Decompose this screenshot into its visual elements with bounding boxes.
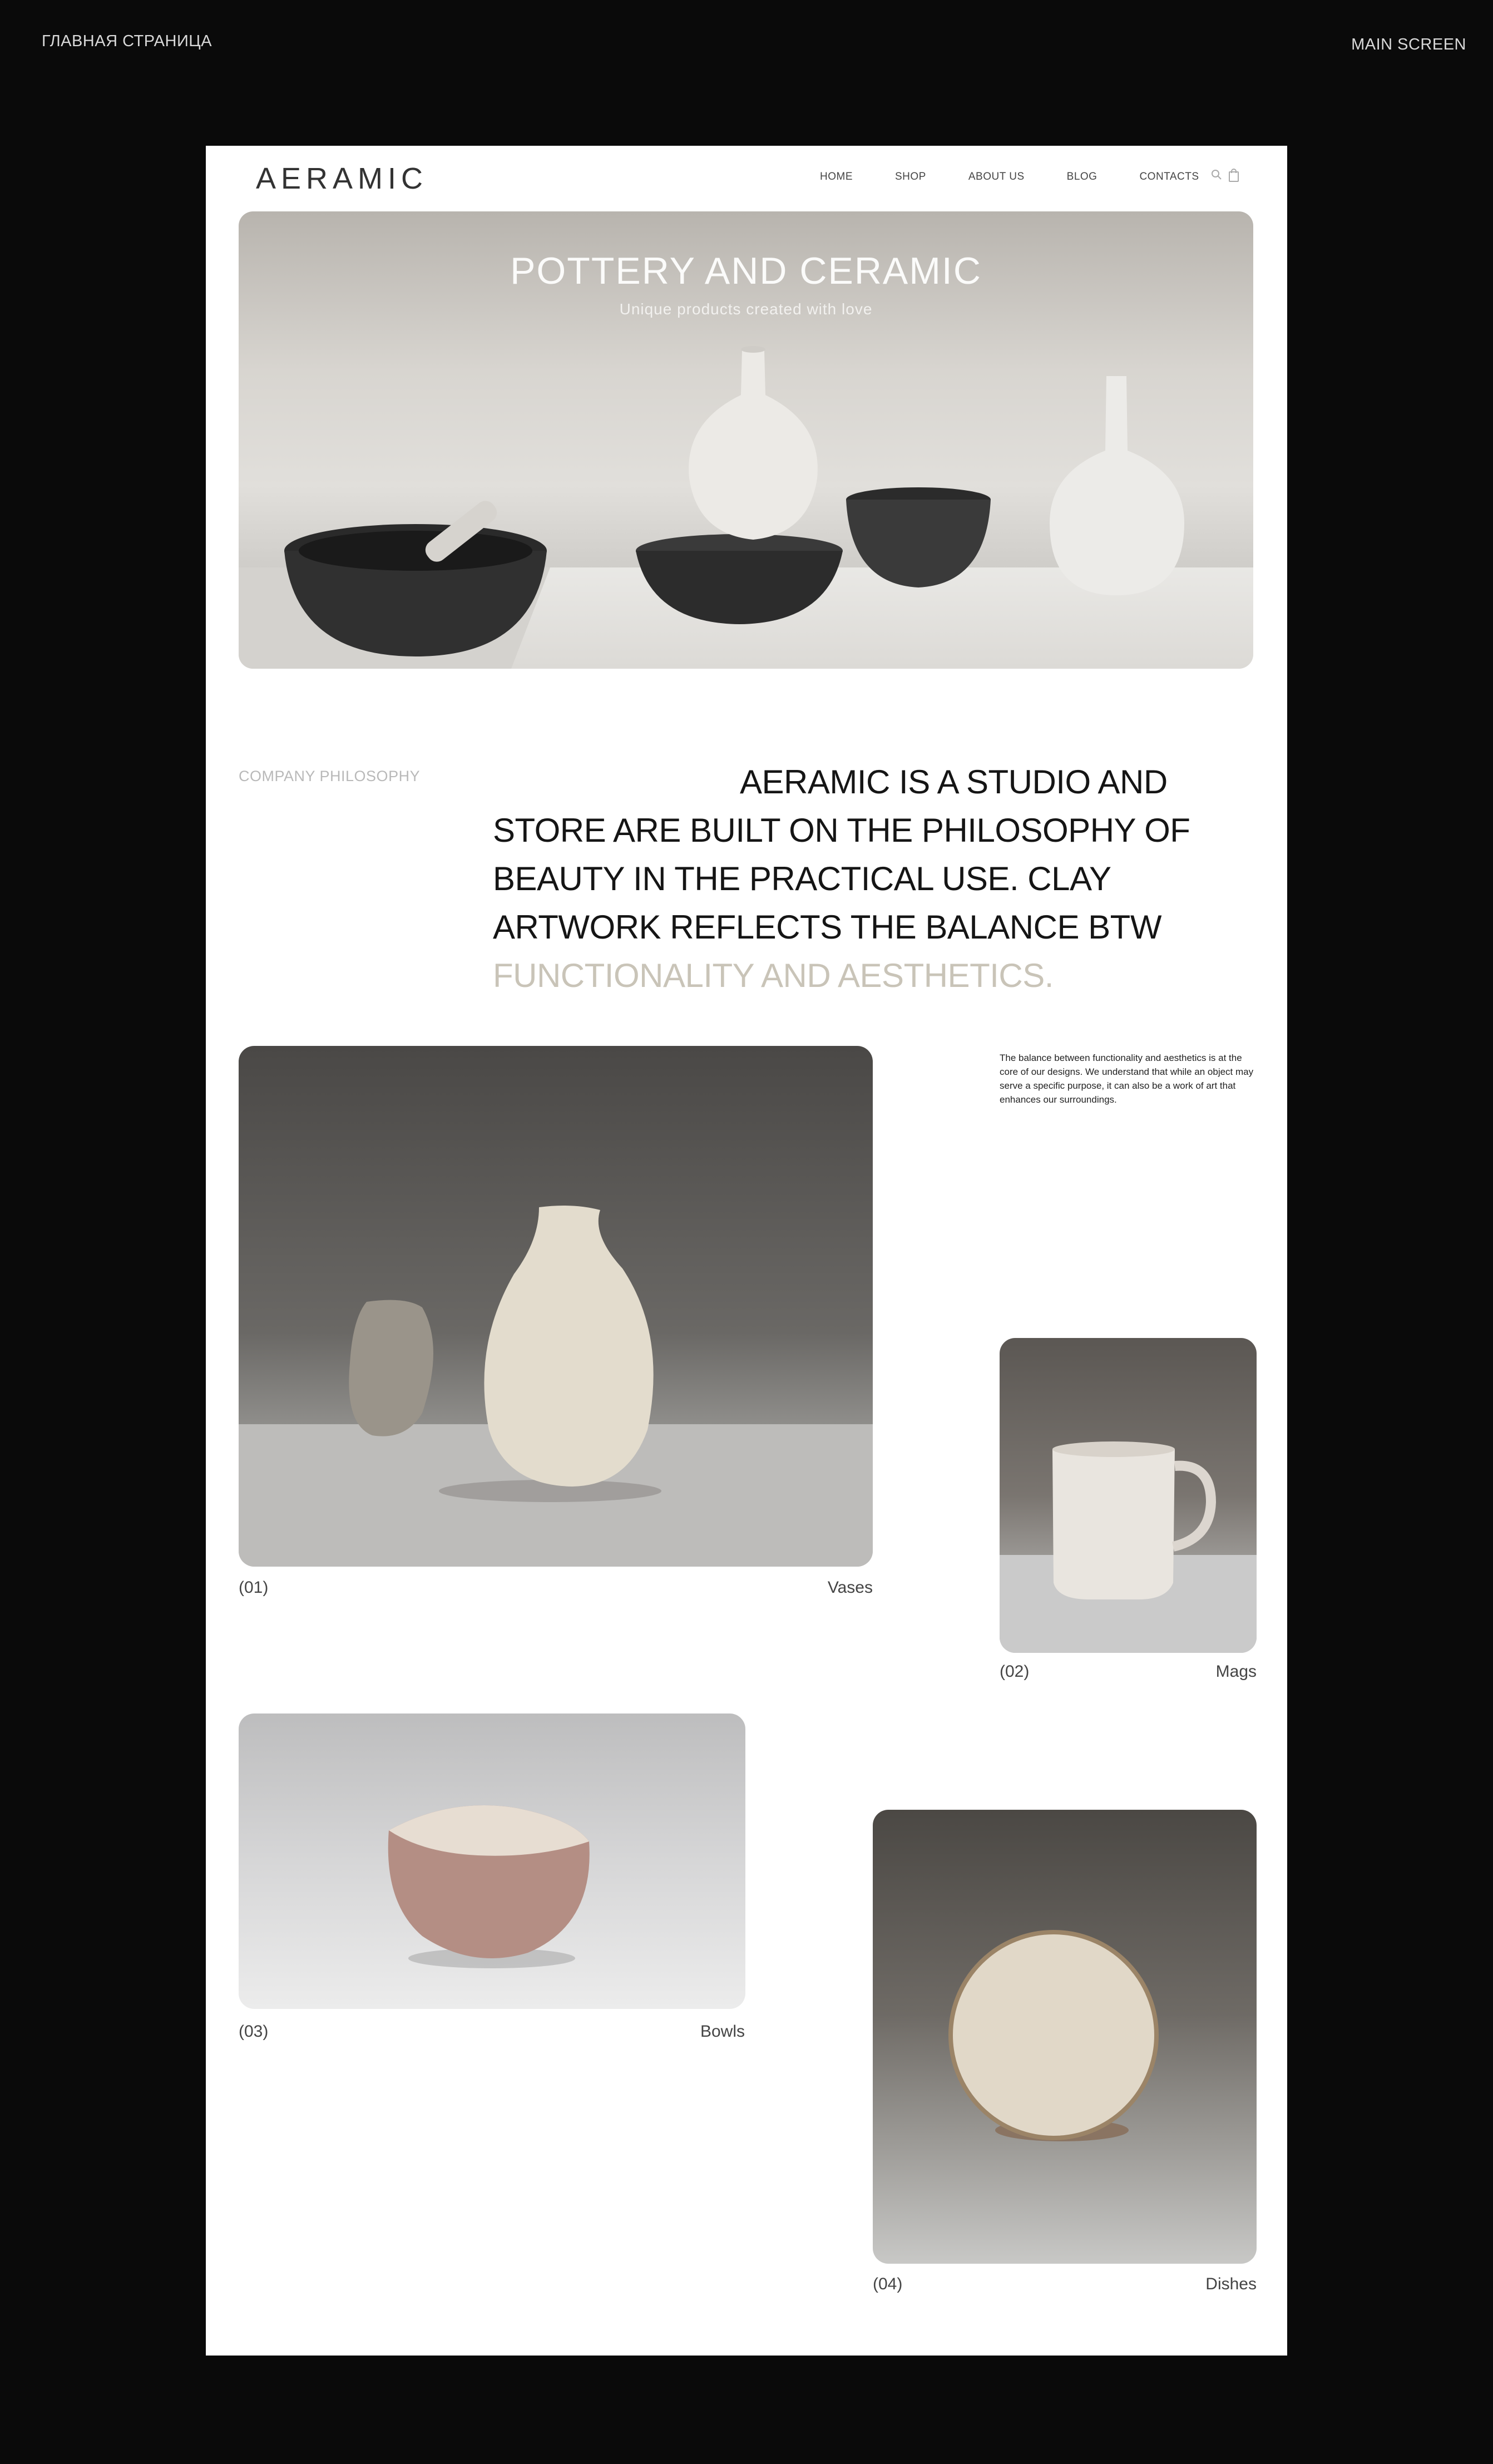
mug-illustration [1000,1338,1257,1653]
philosophy-label: COMPANY PHILOSOPHY [239,768,421,784]
nav-contacts[interactable]: CONTACTS [1139,171,1199,182]
bowl-illustration [239,1714,745,2009]
website-page [206,146,1287,2356]
category-image-dishes[interactable] [873,1810,1257,2264]
frame-label-right: MAIN SCREEN [1351,36,1466,53]
category-number-4: (04) [873,2275,903,2293]
category-number-2: (02) [1000,1662,1030,1681]
nav-home[interactable]: HOME [820,171,853,182]
philosophy-side-text: The balance between functionality and aesthetics is at the core of our designs. We understand that while an object may serve a specific purpose, it can also be a work of art that enhances our surroundings. [1000,1053,1254,1105]
hero-title: POTTERY AND CERAMIC [510,250,982,292]
logo[interactable]: AERAMIC [256,162,428,195]
nav-shop[interactable]: SHOP [895,171,926,182]
category-name-vases[interactable]: Vases [827,1578,873,1597]
search-icon[interactable] [1211,169,1222,184]
bag-icon[interactable] [1229,171,1239,182]
dish-illustration [873,1810,1257,2264]
frame-label-left: ГЛАВНАЯ СТРАНИЦА [42,32,212,50]
category-image-mags[interactable] [1000,1338,1257,1653]
hero-subtitle: Unique products created with love [619,300,873,318]
nav-about-us[interactable]: ABOUT US [968,171,1025,182]
category-image-bowls[interactable] [239,1714,745,2009]
main-nav [820,171,1242,183]
header-icons [1211,169,1239,184]
category-name-mags[interactable]: Mags [1215,1662,1257,1681]
category-name-bowls[interactable]: Bowls [700,2022,745,2041]
category-number-1: (01) [239,1578,269,1597]
nav-blog[interactable]: BLOG [1066,171,1097,182]
philosophy-accent-text: FUNCTIONALITY AND AESTHETICS. [493,957,1054,994]
hero-banner [239,211,1253,669]
category-number-3: (03) [239,2022,269,2041]
philosophy-text: AERAMIC IS A STUDIO AND STORE ARE BUILT ON THE PHILOSOPHY OF BEAUTY IN THE PRACTICAL USE. CLAY ARTWORK REFLECTS THE BALANCE BTW [493,763,1190,946]
philosophy-statement [493,758,1260,1000]
vase-illustration [239,1046,873,1567]
category-image-vases[interactable] [239,1046,873,1567]
category-name-dishes[interactable]: Dishes [1205,2275,1257,2293]
